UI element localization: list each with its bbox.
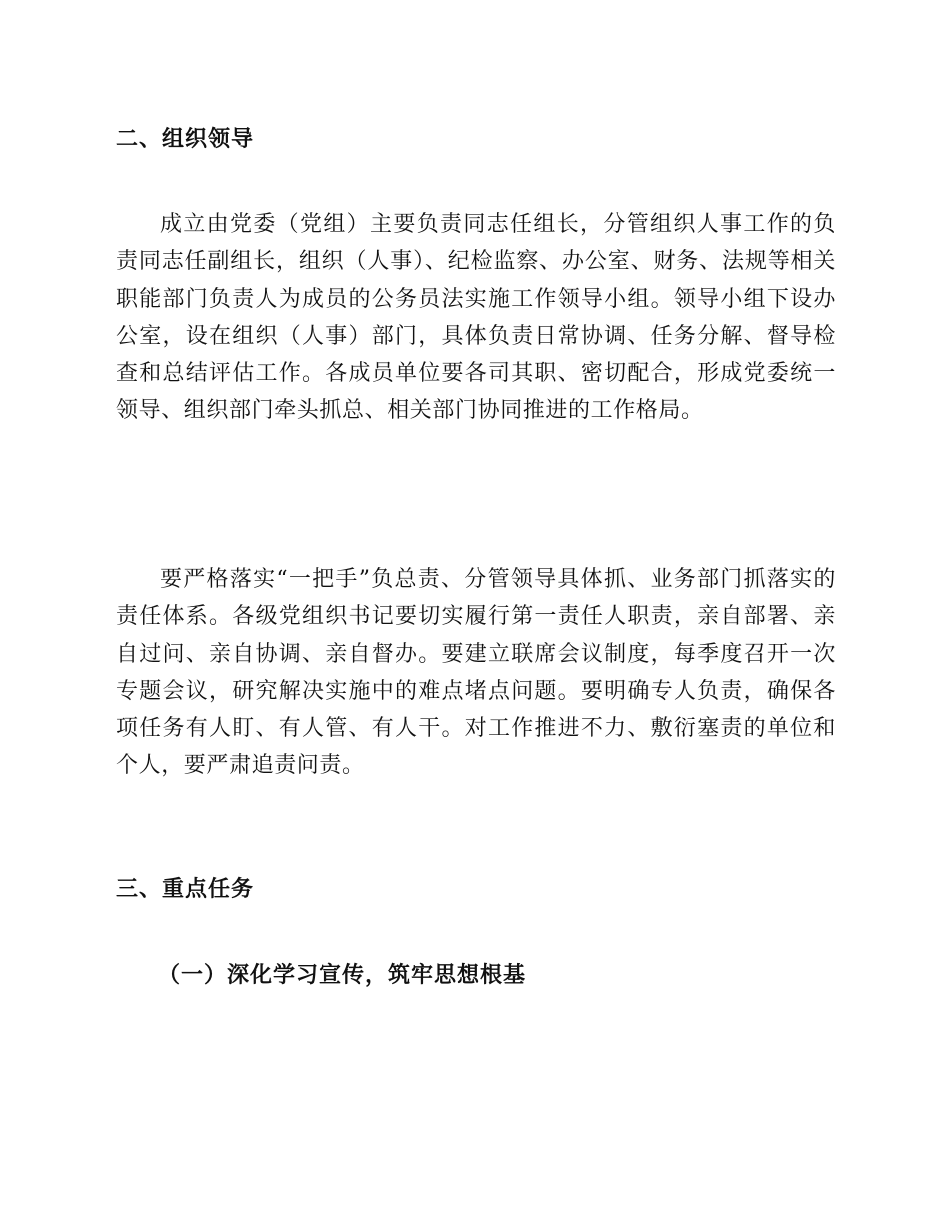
paragraph-leadership-group: 成立由党委（党组）主要负责同志任组长，分管组织人事工作的负责同志任副组长，组织（人事）、纪检监察、办公室、财务、法规等相关职能部门负责人为成员的公务员法实施工作领导小组。领导小组下设办公室，设在组织（人事）部门，具体负责日常协调、任务分解、督导检查和总结评估工作。各成员单位要各司其职、密切配合，形成党委统一领导、组织部门牵头抓总、相关部门协同推进的工作格局。 [116, 212, 836, 424]
subsection-heading-study-publicity: （一）深化学习宣传，筑牢思想根基 [158, 962, 527, 988]
section-heading-key-tasks: 三、重点任务 [116, 877, 255, 902]
section-heading-organization: 二、组织领导 [116, 127, 255, 152]
paragraph-responsibility-system: 要严格落实“一把手”负总责、分管领导具体抓、业务部门抓落实的责任体系。各级党组织书记要切实履行第一责任人职责，亲自部署、亲自过问、亲自协调、亲自督办。要建立联席会议制度，每季度召开一次专题会议，研究解决实施中的难点堵点问题。要明确专人负责，确保各项任务有人盯、有人管、有人干。对工作推进不力、敷衍塞责的单位和个人，要严肃追责问责。 [116, 567, 836, 779]
